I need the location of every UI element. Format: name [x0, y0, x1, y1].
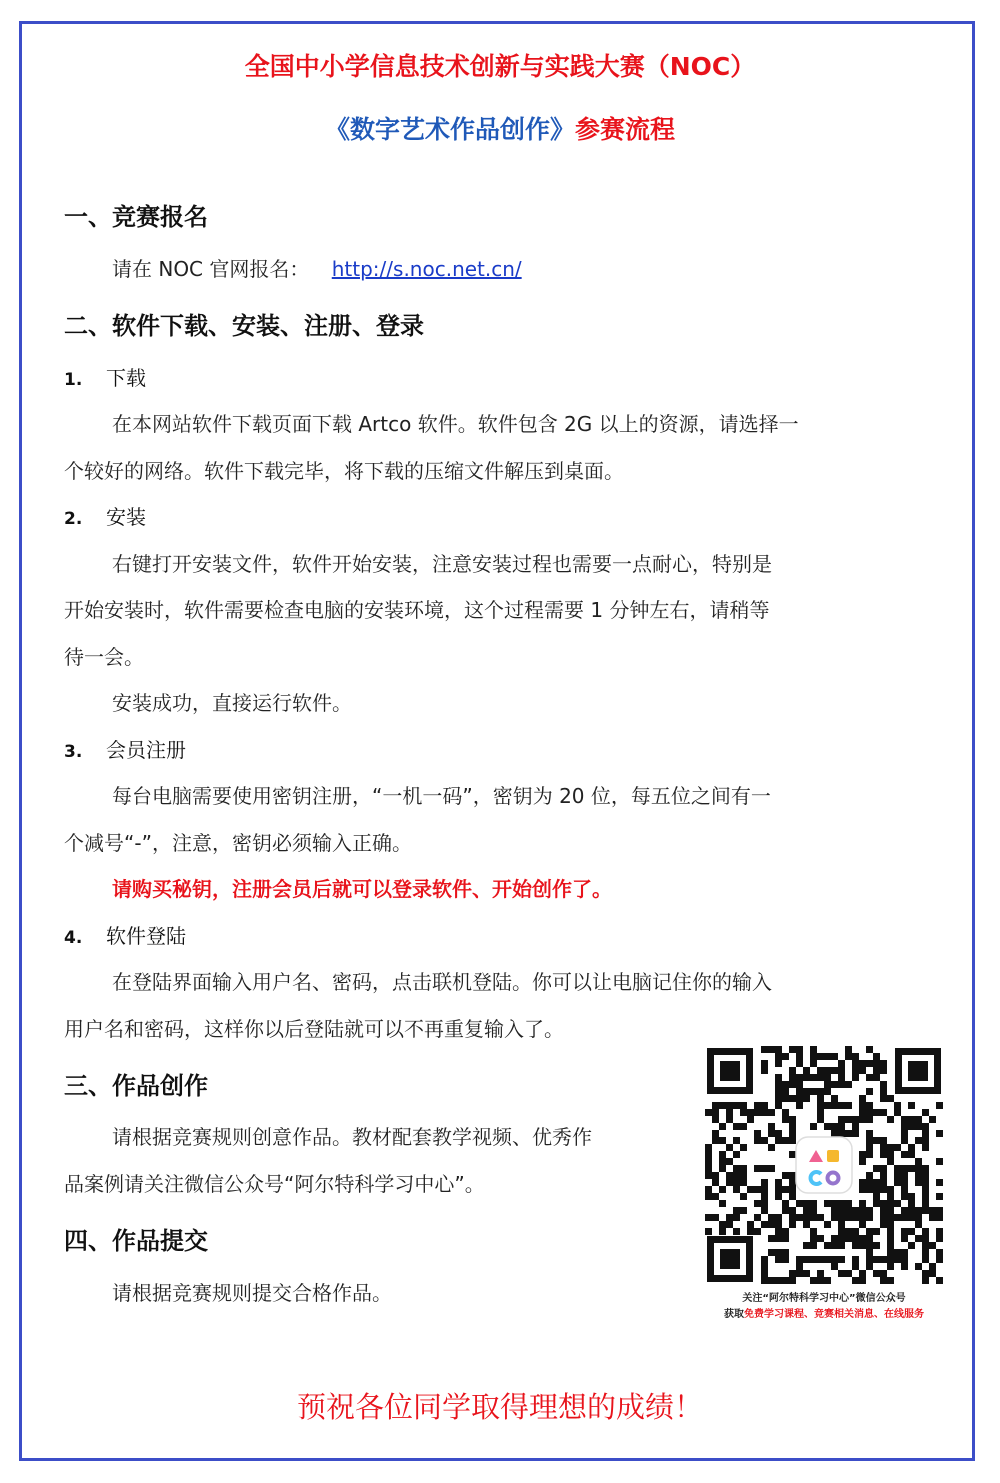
download-line-1: 在本网站软件下载页面下载 Artco 软件。软件包含 2G 以上的资源，请选择一: [112, 412, 799, 436]
subtitle-blue: 《数字艺术作品创作》: [324, 115, 575, 144]
item-install-title: [64, 501, 146, 530]
item-register-title: [64, 734, 186, 763]
register-line-2: 个减号“-”，注意，密钥必须输入正确。: [64, 831, 412, 855]
section-heading-registration: 一、竞赛报名: [64, 203, 208, 231]
section-heading-software: 二、软件下载、安装、注册、登录: [64, 312, 424, 340]
subtitle-red: 参赛流程: [575, 115, 676, 144]
item-number: 4.: [64, 928, 83, 948]
app-logo-icon: [796, 1137, 852, 1193]
page-subtitle: [0, 110, 1000, 146]
qr-code-icon: [705, 1046, 943, 1284]
section-heading-submission: 四、作品提交: [64, 1227, 208, 1255]
registration-label: 请在 NOC 官网报名：: [112, 257, 310, 281]
item-title: 软件登陆: [106, 924, 186, 948]
qr-finder-bottom-left: [707, 1236, 753, 1282]
item-login-title: [64, 920, 186, 949]
qr-finder-top-left: [707, 1048, 753, 1094]
page-title: 全国中小学信息技术创新与实践大赛（NOC）: [244, 52, 756, 81]
install-line-4: 安装成功，直接运行软件。: [112, 691, 352, 715]
registration-link[interactable]: http://s.noc.net.cn/: [331, 257, 522, 281]
qr-caption-2-prefix: 获取: [724, 1309, 744, 1320]
item-number: 2.: [64, 509, 83, 529]
section-heading-creation: 三、作品创作: [64, 1072, 208, 1100]
creation-line-2: 品案例请关注微信公众号“阿尔特科学习中心”。: [64, 1172, 485, 1196]
register-red-notice: 请购买秘钥，注册会员后就可以登录软件、开始创作了。: [112, 877, 612, 901]
register-line-1: 每台电脑需要使用密钥注册，“一机一码”，密钥为 20 位，每五位之间有一: [112, 784, 771, 808]
item-title: 下载: [106, 366, 146, 390]
install-line-1: 右键打开安装文件，软件开始安装，注意安装过程也需要一点耐心，特别是: [112, 552, 772, 576]
qr-caption-1: 关注“阿尔特科学习中心”微信公众号: [742, 1293, 906, 1304]
login-line-1: 在登陆界面输入用户名、密码，点击联机登陆。你可以让电脑记住你的输入: [112, 970, 772, 994]
submission-text: 请根据竞赛规则提交合格作品。: [112, 1281, 392, 1305]
registration-text: [112, 253, 522, 282]
qr-caption-2: [705, 1305, 943, 1320]
closing-message: 预祝各位同学取得理想的成绩！: [296, 1390, 703, 1424]
qr-finder-top-right: [895, 1048, 941, 1094]
item-number: 3.: [64, 742, 83, 762]
install-line-3: 待一会。: [64, 645, 144, 669]
creation-line-1: 请根据竞赛规则创意作品。教材配套教学视频、优秀作: [112, 1125, 592, 1149]
login-line-2: 用户名和密码，这样你以后登陆就可以不再重复输入了。: [64, 1017, 564, 1041]
item-number: 1.: [64, 370, 83, 390]
item-title: 会员注册: [106, 738, 186, 762]
install-line-2: 开始安装时，软件需要检查电脑的安装环境，这个过程需要 1 分钟左右，请稍等: [64, 598, 770, 622]
item-title: 安装: [106, 505, 146, 529]
qr-caption-2-red: 免费学习课程、竞赛相关消息、在线服务: [744, 1309, 924, 1320]
item-download-title: [64, 362, 146, 391]
download-line-2: 个较好的网络。软件下载完毕，将下载的压缩文件解压到桌面。: [64, 459, 624, 483]
